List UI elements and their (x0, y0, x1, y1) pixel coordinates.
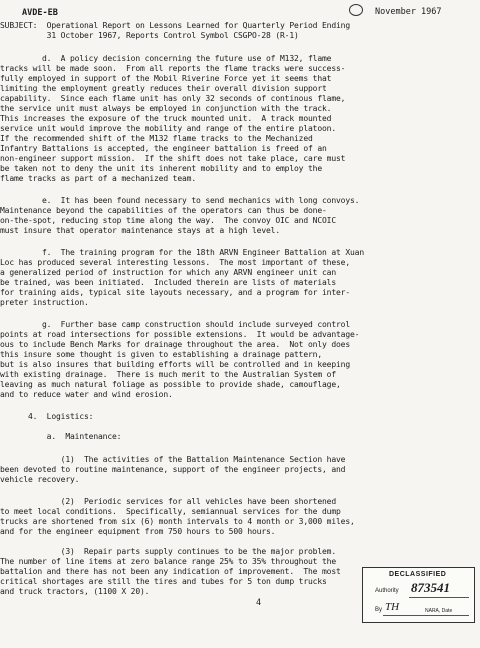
para-g-line: but is also insures that building efforts will be controlled and in keeping (0, 360, 350, 369)
para-g-line: points at road intersections for possible extensions. It would be advantage- (0, 330, 360, 339)
para-f-line: f. The training program for the 18th ARVN Engineer Battalion at Xuan (0, 248, 364, 257)
para-g-line: with existing drainage. There is much merit to the Australian System of (0, 370, 336, 379)
para-d-line: This increases the exposure of the truck mounted unit. A track mounted (0, 114, 332, 123)
authority-label: Authority (375, 588, 399, 594)
by-label: By (375, 607, 383, 613)
para-d-line: flame tracks as part of a mechanized team. (0, 174, 196, 183)
para-f-line: Loc has produced several interesting lessons. The most important of these, (0, 258, 350, 267)
para-f-line: for training aids, typical site layouts necessary, and a program for inter- (0, 288, 350, 297)
para-e-line: on-the-spot, reducing stop time along the way. The convoy OIC and NCOIC (0, 216, 336, 225)
subject-line-1: SUBJECT: Operational Report on Lessons Learned for Quarterly Period Ending (0, 21, 350, 30)
para-d-line: d. A policy decision concerning the future use of M132, flame (0, 54, 332, 63)
section-logistics-heading: 4. Logistics: (0, 412, 94, 421)
item-3-line: (3) Repair parts supply continues to be the major problem. (0, 547, 336, 556)
para-d-line: Infantry Battalions is accepted, the engineer battalion is freed of an (0, 144, 327, 153)
office-code: AVDE-EB (22, 8, 58, 18)
para-g-line: leaving as much natural foliage as possible to provide shade, camouflage, (0, 380, 341, 389)
item-3-line: battalion and there has not been any indication of improvement. The most (0, 567, 341, 576)
document-date: November 1967 (375, 7, 442, 17)
para-f-line: preter instruction. (0, 298, 89, 307)
para-d-line: limiting the employment greatly reduces their overall division support (0, 84, 327, 93)
item-1-line: vehicle recovery. (0, 475, 80, 484)
para-g-line: ous to include Bench Marks for drainage throughout the area. Not only does (0, 340, 350, 349)
item-3-line: and truck tractors, (1100 X 20). (0, 587, 150, 596)
item-2-line: trucks are shortened from six (6) month intervals to 4 month or 3,000 miles, (0, 517, 355, 526)
para-d-line: service unit would improve the mobility and range of the entire platoon. (0, 124, 336, 133)
para-f-line: a generalized period of instruction for which any ARVN engineer unit can (0, 268, 336, 277)
subsection-maintenance-heading: a. Maintenance: (0, 432, 122, 441)
circle-mark (349, 4, 363, 16)
authority-number: 873541 (411, 580, 450, 595)
item-1-line: been devoted to routine maintenance, support of the engineer projects, and (0, 465, 346, 474)
item-3-line: critical shortages are still the tires and tubes for 5 ton dump trucks (0, 577, 327, 586)
para-d-line: be taken not to deny the unit its inherent mobility and to employ the (0, 164, 322, 173)
item-2-line: to meet local conditions. Specifically, semiannual services for the dump (0, 507, 341, 516)
para-g-line: and to reduce water and wind erosion. (0, 390, 173, 399)
para-e-line: must insure that operator maintenance stays at a high level. (0, 226, 280, 235)
declassified-title: DECLASSIFIED (389, 571, 447, 578)
para-e-line: e. It has been found necessary to send mechanics with long convoys. (0, 196, 360, 205)
para-d-line: the service unit must always be employed in conjunction with the track. (0, 104, 332, 113)
item-1-line: (1) The activities of the Battalion Maintenance Section have (0, 455, 346, 464)
page-number: 4 (256, 598, 262, 608)
para-d-line: fully employed in support of the Mobil Riverine Force yet it seems that (0, 74, 332, 83)
declassified-stamp (362, 567, 475, 623)
para-d-line: non-engineer support mission. If the shift does not take place, care must (0, 154, 346, 163)
by-initials: TH (385, 601, 400, 613)
para-g-line: this insure some thought is given to establishing a drainage pattern, (0, 350, 322, 359)
para-d-line: If the recommended shift of the M132 flame tracks to the Mechanized (0, 134, 313, 143)
item-3-line: The number of line items at zero balance range 25% to 35% throughout the (0, 557, 336, 566)
stamp-rule (409, 597, 469, 598)
item-2-line: (2) Periodic services for all vehicles have been shortened (0, 497, 336, 506)
para-f-line: be trained, was been initiated. Included therein are lists of materials (0, 278, 336, 287)
stamp-rule (383, 615, 469, 616)
para-g-line: g. Further base camp construction should include surveyed control (0, 320, 350, 329)
para-e-line: Maintenance beyond the capabilities of the operators can thus be done- (0, 206, 327, 215)
para-d-line: capability. Since each flame unit has only 32 seconds of continous flame, (0, 94, 346, 103)
subject-line-2: 31 October 1967, Reports Control Symbol CSGPO-28 (R-1) (0, 31, 299, 40)
para-d-line: tracks will be made soon. From all reports the flame tracks were success- (0, 64, 346, 73)
item-2-line: and for the engineer equipment from 750 hours to 500 hours. (0, 527, 276, 536)
nara-date-label: NARA, Date (425, 608, 453, 614)
